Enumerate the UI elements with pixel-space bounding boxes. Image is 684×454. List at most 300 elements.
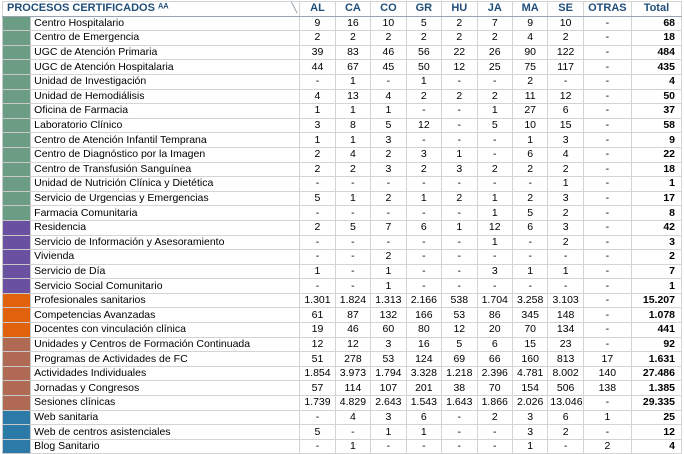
table-row[interactable]	[3, 381, 682, 396]
cell-ma: 2	[512, 191, 547, 206]
cell-se: 117	[548, 60, 583, 75]
table-row[interactable]	[3, 337, 682, 352]
category-color-swatch	[3, 220, 31, 235]
cell-co: 60	[371, 323, 406, 338]
cell-total: 58	[631, 118, 681, 133]
cell-ca: 4.829	[335, 396, 370, 411]
category-color-swatch	[3, 60, 31, 75]
cell-ma: 75	[512, 60, 547, 75]
category-color-swatch	[3, 118, 31, 133]
cell-ja: 1.866	[477, 396, 512, 411]
cell-otras: -	[583, 162, 631, 177]
cell-al: 61	[300, 308, 335, 323]
cell-al: 51	[300, 352, 335, 367]
cell-ca: -	[335, 206, 370, 221]
cell-gr: 124	[406, 352, 441, 367]
cell-gr: 6	[406, 220, 441, 235]
cell-hu: -	[442, 74, 477, 89]
cell-ca: 2	[335, 162, 370, 177]
cell-ma: 5	[512, 206, 547, 221]
process-name: Unidad de Nutrición Clínica y Dietética	[31, 177, 300, 192]
cell-al: -	[300, 279, 335, 294]
category-color-swatch	[3, 250, 31, 265]
cell-al: -	[300, 235, 335, 250]
cell-se: -	[548, 74, 583, 89]
cell-hu: -	[442, 264, 477, 279]
cell-se: 813	[548, 352, 583, 367]
category-color-swatch	[3, 337, 31, 352]
table-row[interactable]	[3, 45, 682, 60]
cell-ma: 1	[512, 133, 547, 148]
cell-total: 17	[631, 191, 681, 206]
cell-hu: -	[442, 206, 477, 221]
cell-hu: 538	[442, 293, 477, 308]
cell-ma: -	[512, 177, 547, 192]
cell-al: -	[300, 410, 335, 425]
cell-total: 7	[631, 264, 681, 279]
cell-ja: 1	[477, 191, 512, 206]
category-color-swatch	[3, 162, 31, 177]
table-body	[3, 16, 682, 454]
table-row[interactable]	[3, 31, 682, 46]
cell-ca: -	[335, 235, 370, 250]
cell-otras: -	[583, 133, 631, 148]
cell-total: 37	[631, 104, 681, 119]
cell-co: 1.313	[371, 293, 406, 308]
table-row[interactable]	[3, 396, 682, 411]
cell-ja: 1	[477, 235, 512, 250]
cell-total: 9	[631, 133, 681, 148]
cell-co: 3	[371, 162, 406, 177]
cell-ja: 2	[477, 31, 512, 46]
cell-gr: -	[406, 177, 441, 192]
cell-ma: 90	[512, 45, 547, 60]
cell-gr: 3	[406, 147, 441, 162]
table-row[interactable]	[3, 206, 682, 221]
cell-al: 19	[300, 323, 335, 338]
cell-ja: 1	[477, 206, 512, 221]
table-row[interactable]	[3, 60, 682, 75]
cell-co: -	[371, 235, 406, 250]
cell-co: 2.643	[371, 396, 406, 411]
cell-total: 27.486	[631, 366, 681, 381]
cell-gr: -	[406, 250, 441, 265]
cell-ja: -	[477, 147, 512, 162]
cell-co: 3	[371, 133, 406, 148]
cell-co: 1	[371, 425, 406, 440]
cell-hu: 5	[442, 337, 477, 352]
cell-ja: 20	[477, 323, 512, 338]
cell-al: 9	[300, 16, 335, 31]
cell-hu: -	[442, 425, 477, 440]
cell-al: 5	[300, 425, 335, 440]
cell-otras: -	[583, 89, 631, 104]
table-row[interactable]	[3, 264, 682, 279]
category-color-swatch	[3, 308, 31, 323]
cell-hu: 3	[442, 162, 477, 177]
process-name: Vivienda	[31, 250, 300, 265]
cell-se: 8.002	[548, 366, 583, 381]
cell-gr: 1	[406, 191, 441, 206]
process-name: Unidad de Hemodiálisis	[31, 89, 300, 104]
cell-ja: 2	[477, 410, 512, 425]
cell-gr: -	[406, 206, 441, 221]
header-al[interactable]: AL	[300, 2, 335, 17]
cell-se: 3.103	[548, 293, 583, 308]
cell-co: 2	[371, 147, 406, 162]
cell-se: 10	[548, 16, 583, 31]
cell-total: 441	[631, 323, 681, 338]
cell-co: 4	[371, 89, 406, 104]
cell-ma: 4	[512, 31, 547, 46]
cell-otras: -	[583, 191, 631, 206]
process-name: Servicio Social Comunitario	[31, 279, 300, 294]
cell-co: 2	[371, 191, 406, 206]
cell-co: 2	[371, 250, 406, 265]
cell-otras: -	[583, 250, 631, 265]
cell-ma: 345	[512, 308, 547, 323]
cell-otras: -	[583, 31, 631, 46]
cell-ma: 2.026	[512, 396, 547, 411]
cell-gr: 2	[406, 31, 441, 46]
cell-ca: 2	[335, 31, 370, 46]
cell-ca: 1.824	[335, 293, 370, 308]
cell-ca: 1	[335, 439, 370, 454]
cell-ja: 2	[477, 162, 512, 177]
cell-ja: 3	[477, 264, 512, 279]
cell-hu: -	[442, 235, 477, 250]
cell-hu: 1.643	[442, 396, 477, 411]
process-name: Competencias Avanzadas	[31, 308, 300, 323]
cell-al: 44	[300, 60, 335, 75]
process-name: Docentes con vinculación clínica	[31, 323, 300, 338]
cell-se: 148	[548, 308, 583, 323]
cell-se: 506	[548, 381, 583, 396]
cell-gr: 1	[406, 74, 441, 89]
cell-ca: 5	[335, 220, 370, 235]
category-color-swatch	[3, 31, 31, 46]
cell-hu: -	[442, 104, 477, 119]
cell-total: 18	[631, 162, 681, 177]
table-row[interactable]	[3, 89, 682, 104]
table-row[interactable]	[3, 250, 682, 265]
cell-ja: 12	[477, 220, 512, 235]
cell-ma: -	[512, 250, 547, 265]
cell-ca: 87	[335, 308, 370, 323]
process-name: Centro de Transfusión Sanguínea	[31, 162, 300, 177]
cell-se: -	[548, 250, 583, 265]
category-color-swatch	[3, 89, 31, 104]
header-gr[interactable]: GR	[406, 2, 441, 17]
cell-co: -	[371, 177, 406, 192]
cell-ja: 70	[477, 381, 512, 396]
cell-ma: -	[512, 279, 547, 294]
header-ca[interactable]: CA	[335, 2, 370, 17]
category-color-swatch	[3, 425, 31, 440]
cell-otras: -	[583, 235, 631, 250]
cell-total: 2	[631, 250, 681, 265]
cell-gr: 6	[406, 410, 441, 425]
cell-ja: 26	[477, 45, 512, 60]
process-name: Centro Hospitalario	[31, 16, 300, 31]
cell-al: -	[300, 250, 335, 265]
cell-gr: 166	[406, 308, 441, 323]
cell-otras: 17	[583, 352, 631, 367]
cell-ja: 2	[477, 89, 512, 104]
category-color-swatch	[3, 177, 31, 192]
table-row[interactable]	[3, 147, 682, 162]
cell-ja: -	[477, 439, 512, 454]
cell-ma: 1	[512, 264, 547, 279]
cell-se: 3	[548, 220, 583, 235]
cell-total: 92	[631, 337, 681, 352]
header-co[interactable]: CO	[371, 2, 406, 17]
certified-processes-table	[2, 1, 682, 454]
cell-total: 4	[631, 439, 681, 454]
cell-gr: -	[406, 279, 441, 294]
cell-ca: -	[335, 279, 370, 294]
cell-hu: 22	[442, 45, 477, 60]
cell-al: 2	[300, 31, 335, 46]
cell-ma: 70	[512, 323, 547, 338]
header-hu[interactable]: HU	[442, 2, 477, 17]
cell-ma: 11	[512, 89, 547, 104]
cell-otras: -	[583, 118, 631, 133]
cell-ja: -	[477, 74, 512, 89]
cell-ja: -	[477, 177, 512, 192]
table-row[interactable]	[3, 177, 682, 192]
cell-ja: 2.396	[477, 366, 512, 381]
cell-otras: 138	[583, 381, 631, 396]
table-row[interactable]	[3, 279, 682, 294]
cell-total: 15.207	[631, 293, 681, 308]
process-name: Centro de Emergencia	[31, 31, 300, 46]
cell-hu: 1.218	[442, 366, 477, 381]
table-row[interactable]	[3, 366, 682, 381]
cell-ja: 25	[477, 60, 512, 75]
table-row[interactable]	[3, 104, 682, 119]
cell-otras: -	[583, 308, 631, 323]
cell-co: 3	[371, 410, 406, 425]
header-total[interactable]: Total	[631, 2, 681, 17]
category-color-swatch	[3, 191, 31, 206]
cell-ma: 154	[512, 381, 547, 396]
cell-ma: 15	[512, 337, 547, 352]
category-color-swatch	[3, 439, 31, 454]
cell-hu: -	[442, 250, 477, 265]
category-color-swatch	[3, 133, 31, 148]
cell-al: -	[300, 206, 335, 221]
cell-ca: 3.973	[335, 366, 370, 381]
cell-ma: 3	[512, 425, 547, 440]
cell-hu: 38	[442, 381, 477, 396]
cell-al: 2	[300, 147, 335, 162]
cell-al: 2	[300, 162, 335, 177]
cell-ca: -	[335, 425, 370, 440]
cell-ja: 1	[477, 104, 512, 119]
cell-se: 1	[548, 177, 583, 192]
cell-se: 2	[548, 206, 583, 221]
cell-total: 12	[631, 425, 681, 440]
cell-otras: -	[583, 337, 631, 352]
cell-co: 3	[371, 337, 406, 352]
cell-se: 13.046	[548, 396, 583, 411]
cell-ma: 2	[512, 162, 547, 177]
cell-gr: -	[406, 133, 441, 148]
cell-otras: -	[583, 16, 631, 31]
cell-ca: 16	[335, 16, 370, 31]
cell-otras: -	[583, 220, 631, 235]
cell-co: 1	[371, 279, 406, 294]
cell-se: -	[548, 439, 583, 454]
cell-se: 3	[548, 191, 583, 206]
table-row[interactable]	[3, 352, 682, 367]
table-row[interactable]	[3, 439, 682, 454]
cell-otras: -	[583, 60, 631, 75]
table-row[interactable]	[3, 308, 682, 323]
cell-total: 1	[631, 177, 681, 192]
process-name: Servicio de Día	[31, 264, 300, 279]
cell-otras: -	[583, 104, 631, 119]
cell-hu: -	[442, 177, 477, 192]
cell-gr: -	[406, 104, 441, 119]
cell-al: 5	[300, 191, 335, 206]
cell-hu: 2	[442, 16, 477, 31]
table-row[interactable]	[3, 323, 682, 338]
cell-al: 4	[300, 89, 335, 104]
cell-hu: -	[442, 410, 477, 425]
cell-gr: 1.543	[406, 396, 441, 411]
cell-se: 23	[548, 337, 583, 352]
cell-hu: 1	[442, 147, 477, 162]
table-row[interactable]	[3, 74, 682, 89]
cell-ma: 4.781	[512, 366, 547, 381]
cell-otras: 2	[583, 439, 631, 454]
cell-otras: -	[583, 279, 631, 294]
cell-otras: -	[583, 147, 631, 162]
cell-al: -	[300, 439, 335, 454]
cell-ma: 6	[512, 220, 547, 235]
process-name: Centro de Atención Infantil Temprana	[31, 133, 300, 148]
cell-ma: -	[512, 235, 547, 250]
cell-co: 1	[371, 104, 406, 119]
header-row	[3, 2, 682, 17]
cell-total: 1.631	[631, 352, 681, 367]
category-color-swatch	[3, 74, 31, 89]
cell-otras: -	[583, 425, 631, 440]
cell-co: 7	[371, 220, 406, 235]
cell-ca: 83	[335, 45, 370, 60]
cell-hu: 12	[442, 323, 477, 338]
cell-ja: 5	[477, 118, 512, 133]
table-row[interactable]	[3, 162, 682, 177]
cell-ma: 6	[512, 147, 547, 162]
process-name: Centro de Diagnóstico por la Imagen	[31, 147, 300, 162]
table-row[interactable]	[3, 425, 682, 440]
cell-total: 18	[631, 31, 681, 46]
header-procesos[interactable]	[3, 2, 300, 17]
cell-ma: 1	[512, 439, 547, 454]
process-name: UGC de Atención Hospitalaria	[31, 60, 300, 75]
cell-ca: -	[335, 177, 370, 192]
cell-al: 1	[300, 264, 335, 279]
cell-al: 1	[300, 104, 335, 119]
cell-ca: 46	[335, 323, 370, 338]
category-color-swatch	[3, 381, 31, 396]
table-row[interactable]	[3, 293, 682, 308]
cell-gr: 2.166	[406, 293, 441, 308]
cell-co: 2	[371, 31, 406, 46]
table-row[interactable]	[3, 220, 682, 235]
category-color-swatch	[3, 104, 31, 119]
cell-co: 5	[371, 118, 406, 133]
cell-ca: 278	[335, 352, 370, 367]
table-row[interactable]	[3, 191, 682, 206]
category-color-swatch	[3, 45, 31, 60]
sort-chevron-icon[interactable]: ╲	[291, 3, 298, 15]
cell-total: 50	[631, 89, 681, 104]
cell-al: 1	[300, 133, 335, 148]
cell-hu: -	[442, 439, 477, 454]
cell-ca: 1	[335, 74, 370, 89]
process-name: Farmacia Comunitaria	[31, 206, 300, 221]
cell-ma: 2	[512, 74, 547, 89]
cell-ja: -	[477, 279, 512, 294]
process-name: Web de centros asistenciales	[31, 425, 300, 440]
cell-se: 3	[548, 133, 583, 148]
table-row[interactable]	[3, 133, 682, 148]
header-se[interactable]: SE	[548, 2, 583, 17]
cell-co: 1.794	[371, 366, 406, 381]
header-ja[interactable]: JA	[477, 2, 512, 17]
table-row[interactable]	[3, 235, 682, 250]
header-otras[interactable]: OTRAS	[583, 2, 631, 17]
category-color-swatch	[3, 147, 31, 162]
category-color-swatch	[3, 279, 31, 294]
cell-gr: -	[406, 439, 441, 454]
cell-ca: 1	[335, 104, 370, 119]
category-color-swatch	[3, 293, 31, 308]
cell-se: 6	[548, 104, 583, 119]
cell-ca: 13	[335, 89, 370, 104]
cell-se: 2	[548, 235, 583, 250]
cell-otras: -	[583, 177, 631, 192]
cell-co: -	[371, 74, 406, 89]
process-name: Programas de Actividades de FC	[31, 352, 300, 367]
cell-co: 132	[371, 308, 406, 323]
cell-gr: 56	[406, 45, 441, 60]
cell-ma: 3.258	[512, 293, 547, 308]
cell-gr: 2	[406, 89, 441, 104]
process-name: Laboratorio Clínico	[31, 118, 300, 133]
process-name: Residencia	[31, 220, 300, 235]
process-name: Blog Sanitario	[31, 439, 300, 454]
header-ma[interactable]: MA	[512, 2, 547, 17]
cell-total: 25	[631, 410, 681, 425]
cell-gr: -	[406, 235, 441, 250]
table-row[interactable]	[3, 16, 682, 31]
cell-al: 57	[300, 381, 335, 396]
cell-total: 22	[631, 147, 681, 162]
cell-al: -	[300, 74, 335, 89]
cell-ca: 1	[335, 133, 370, 148]
cell-ja: -	[477, 133, 512, 148]
table-row[interactable]	[3, 410, 682, 425]
cell-se: -	[548, 279, 583, 294]
cell-co: 1	[371, 264, 406, 279]
table-row[interactable]	[3, 118, 682, 133]
cell-ma: 3	[512, 410, 547, 425]
